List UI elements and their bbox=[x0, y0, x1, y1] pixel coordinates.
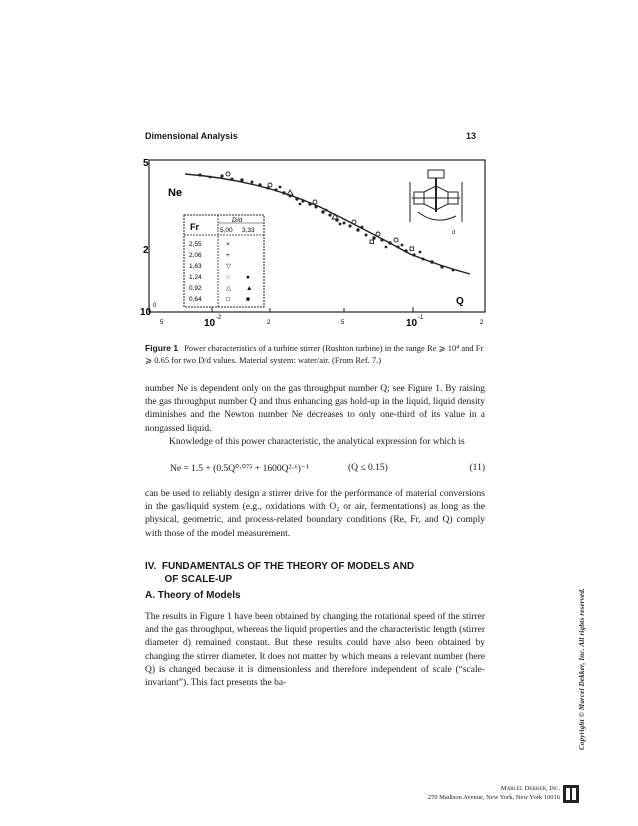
legend-sym-5a: □ bbox=[226, 296, 230, 303]
turbine-stirrer-icon bbox=[408, 170, 464, 236]
x-tick-10a-exp: -2 bbox=[216, 315, 222, 321]
legend-table bbox=[184, 215, 264, 307]
legend-sym-2: ▽ bbox=[226, 263, 231, 270]
paragraph-3: can be used to reliably design a stirrer drive for the performance of material conversions in the gas/liquid system (e.g., oxidations with O₂ or air, fermentations) as long as the physical, geometric, and process-related boundary conditions (Re, Fr, and Q) comply with those of the model measurement. bbox=[145, 489, 485, 539]
figure-power-characteristic bbox=[140, 152, 490, 337]
equation-11 bbox=[170, 463, 485, 474]
legend-fr-5: 0,64 bbox=[189, 296, 202, 303]
paragraph-4: The results in Figure 1 have been obtained by changing the rotational speed of the stirrer and the gas throughput, whereas the liquid properties and the characteristic length (stirrer diameter d) remained constant. But these results could have also been obtained by changing the stirrer diameter. It does not matter by which means a relevant number (here Q) is changed because it is dimensionless and therefore independent of scale (“scale-invariant”). This fact presents the ba- bbox=[145, 612, 485, 689]
figure-label: Figure 1 bbox=[145, 343, 179, 353]
y-tick-5: 5 bbox=[143, 158, 149, 169]
figure-caption-text: Power characteristics of a turbine stirrer (Rushton turbine) in the range Re ⩾ 10⁴ and Fr ⩾ 0.65 for two D/d values. Material system: water/air. (From Ref. 7.) bbox=[145, 343, 484, 365]
y-tick-10-exp: 0 bbox=[153, 303, 157, 309]
legend-sym-4b: ▲ bbox=[246, 285, 253, 292]
y-tick-10: 10 bbox=[140, 307, 152, 318]
x-tick-10b: 10 bbox=[406, 318, 418, 329]
paragraph-1: number Ne is dependent only on the gas throughput number Q; see Figure 1. By raising the gas throughput number Q and thus enhancing gas hold-up in the liquid, liquid density diminishes and the Newton number Ne decreases to only one-third of its value in a nongassed liquid. bbox=[145, 384, 485, 434]
x-tick-2b: 2 bbox=[480, 320, 484, 326]
publisher-logo-icon bbox=[562, 784, 580, 804]
publisher-block bbox=[420, 784, 560, 802]
legend-sym-3a: ○ bbox=[226, 274, 230, 281]
y-axis-name: Ne bbox=[168, 187, 183, 199]
publisher-name: Marcel Dekker, Inc. bbox=[500, 785, 560, 792]
legend-sym-5b: ■ bbox=[246, 296, 250, 303]
svg-text:d: d bbox=[452, 230, 456, 236]
x-tick-5a: 5 bbox=[160, 320, 164, 326]
legend-dd-2: 3,33 bbox=[242, 227, 255, 234]
copyright-notice: Copyright © Marcel Dekker, Inc. All rights reserved. bbox=[578, 588, 586, 750]
x-tick-5b: 5 bbox=[341, 320, 345, 326]
legend-sym-4a: △ bbox=[226, 285, 231, 292]
legend-sym-3b: ● bbox=[246, 274, 250, 281]
equation-number: (11) bbox=[469, 463, 485, 473]
publisher-address: 270 Madison Avenue, New York, New York 10016 bbox=[427, 794, 560, 801]
y-tick-2: 2 bbox=[143, 245, 149, 256]
x-tick-10b-exp: -1 bbox=[418, 315, 424, 321]
section-heading: IV. FUNDAMENTALS OF THE THEORY OF MODELS AND OF SCALE-UP bbox=[145, 561, 415, 585]
equation-expression: Ne = 1.5 + (0.5Q⁰·⁰⁷⁵ + 1600Q²·⁶)⁻¹ bbox=[170, 464, 309, 474]
page-number: 13 bbox=[466, 131, 477, 141]
legend-fr-4: 0,92 bbox=[189, 285, 202, 292]
legend-fr-2: 1,63 bbox=[189, 263, 202, 270]
legend-fr-1: 2,06 bbox=[189, 252, 202, 259]
paragraph-2: Knowledge of this power characteristic, the analytical expression for which is bbox=[169, 437, 465, 447]
x-tick-10a: 10 bbox=[204, 318, 216, 329]
x-axis-name: Q bbox=[456, 296, 464, 307]
equation-condition: (Q ≤ 0.15) bbox=[348, 463, 388, 473]
subsection-heading: A. Theory of Models bbox=[145, 590, 241, 601]
legend-dd-1: 5,00 bbox=[220, 227, 233, 234]
x-tick-2a: 2 bbox=[267, 320, 271, 326]
legend-col-dd: D/d bbox=[232, 217, 243, 224]
legend-col-fr: Fr bbox=[190, 222, 199, 232]
legend-fr-3: 1,24 bbox=[189, 274, 202, 281]
running-header-title: Dimensional Analysis bbox=[145, 131, 238, 141]
legend-fr-0: 2,55 bbox=[189, 241, 202, 248]
figure-caption bbox=[145, 342, 485, 366]
legend-sym-0: × bbox=[226, 241, 230, 248]
legend-sym-1: + bbox=[226, 252, 230, 259]
